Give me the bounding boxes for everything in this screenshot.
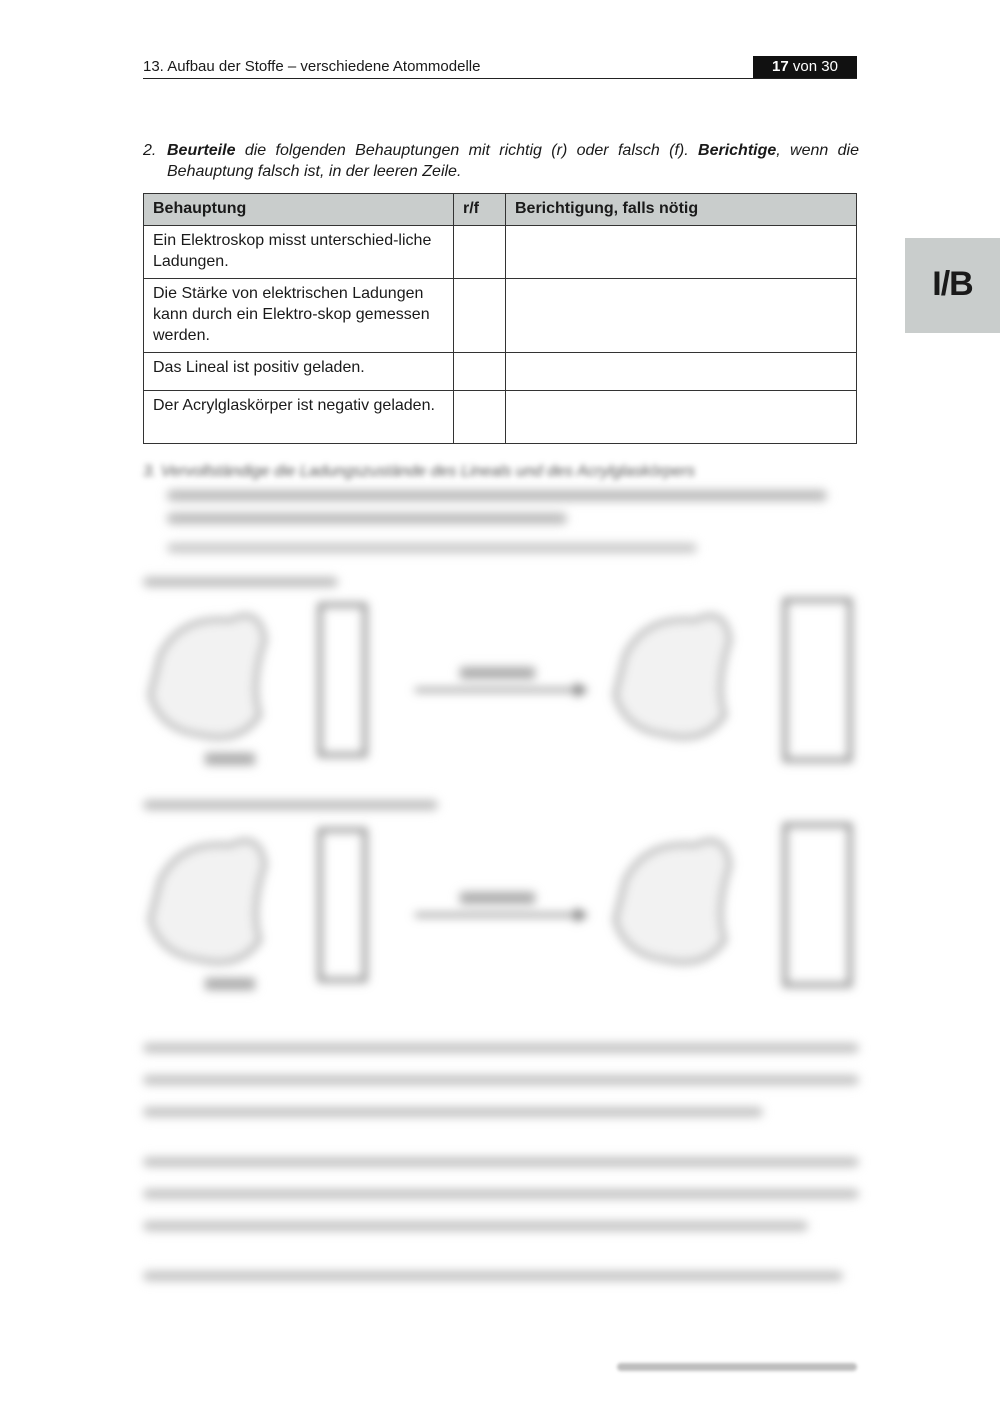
page-current: 17 — [772, 58, 789, 75]
rf-answer-cell[interactable] — [454, 226, 506, 279]
page-footer — [617, 1363, 857, 1371]
task-text — [167, 140, 859, 182]
table-header-row — [144, 194, 857, 226]
task-text-2: , wenn die Behauptung falsch ist, in der leeren Zeile. — [167, 142, 859, 180]
rf-answer-cell[interactable] — [454, 279, 506, 353]
rf-answer-cell[interactable] — [454, 353, 506, 391]
correction-answer-cell[interactable] — [506, 226, 857, 279]
level-tab-label: I/B — [932, 265, 973, 303]
rf-answer-cell[interactable] — [454, 391, 506, 444]
chapter-title: 13. Aufbau der Stoffe – verschiedene Atommodelle — [143, 58, 481, 75]
page-number-badge — [753, 56, 857, 78]
correction-answer-cell[interactable] — [506, 391, 857, 444]
column-header-rf: r/f — [454, 194, 506, 226]
claims-table — [143, 193, 857, 444]
task-2-instruction — [143, 140, 859, 182]
column-header-claim: Behauptung — [144, 194, 454, 226]
task-number: 2. — [143, 142, 157, 159]
obscured-figure-b — [140, 820, 880, 1000]
task-verb-1: Beurteile — [167, 142, 236, 159]
task-verb-2: Berichtige — [698, 142, 777, 159]
claim-cell: Ein Elektroskop misst unterschied-liche Ladungen. — [144, 226, 454, 279]
table-row — [144, 279, 857, 353]
claim-cell: Das Lineal ist positiv geladen. — [144, 353, 454, 391]
task-text-1: die folgenden Behauptungen mit richtig (r) oder falsch (f). — [235, 142, 699, 159]
table-row — [144, 226, 857, 279]
table-row — [144, 391, 857, 444]
page-header — [143, 56, 857, 79]
obscured-figure-a — [140, 595, 880, 775]
level-tab — [905, 238, 1000, 333]
column-header-correction: Berichtigung, falls nötig — [506, 194, 857, 226]
correction-answer-cell[interactable] — [506, 353, 857, 391]
claim-cell: Der Acrylglaskörper ist negativ geladen. — [144, 391, 454, 444]
table-row — [144, 353, 857, 391]
blurred-preview-region — [0, 455, 1000, 1395]
claim-cell: Die Stärke von elektrischen Ladungen kann durch ein Elektro-skop gemessen werden. — [144, 279, 454, 353]
task-3-first-line: 3. Vervollständige die Ladungszustände des Lineals und des Acrylglaskörpers — [143, 463, 696, 480]
correction-answer-cell[interactable] — [506, 279, 857, 353]
page-total: von 30 — [788, 58, 838, 75]
